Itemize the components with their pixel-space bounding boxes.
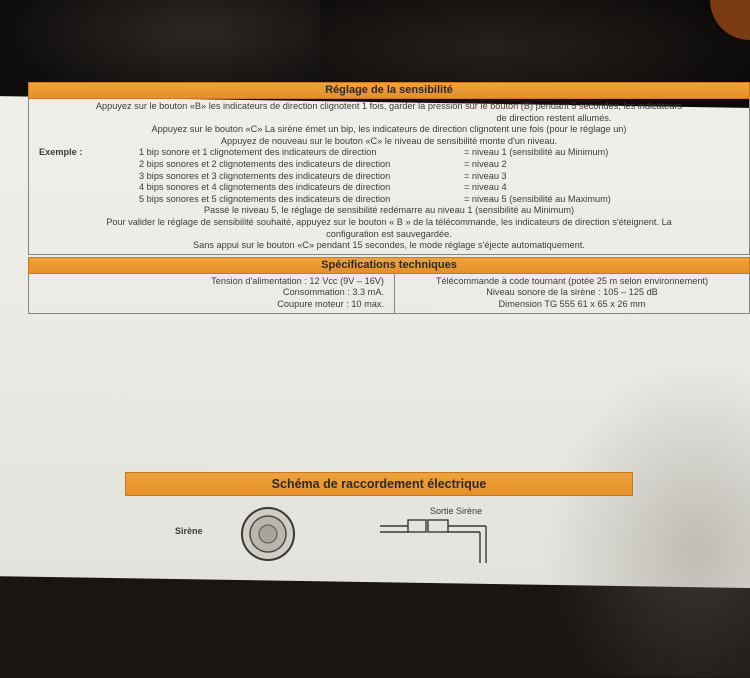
example-row (35, 147, 743, 159)
connector-icon (380, 520, 486, 563)
wiring-diagram (230, 500, 530, 563)
example-level: = niveau 1 (sensibilité au Minimum) (464, 147, 609, 158)
instruction-document (28, 82, 750, 314)
spec-motor-cut: Coupure moteur : 10 max. (277, 298, 384, 309)
spec-voltage: Tension d'alimentation : 12 Vcc (9V – 16V) (211, 275, 384, 286)
example-row (35, 171, 743, 183)
sirene-label: Sirène (175, 526, 203, 536)
example-row (35, 182, 743, 194)
spec-remote: Télécommande à code tournant (potée 25 m selon environnement) (435, 275, 709, 286)
example-label: Exemple : (39, 147, 83, 158)
example-desc: 4 bips sonores et 4 clignotements des indicateurs de direction (139, 182, 391, 193)
para-c-button: Appuyez sur le bouton «C» La sirène émet un bip, les indicateurs de direction clignotent une fois (pour le réglage un) (151, 124, 627, 135)
para-b-button: Appuyez sur le bouton «B» les indicateurs de direction clignotent 1 fois, garder la pression sur le bouton (B) pendant 5 secondes, les indicateurs (95, 101, 683, 111)
specs-left-column (29, 274, 395, 313)
sensibilite-body (28, 99, 750, 255)
spec-dimension: Dimension TG 555 61 x 65 x 26 mm (498, 298, 646, 309)
sortie-sirene-label: Sortie Sirène (430, 506, 483, 516)
example-desc: 3 bips sonores et 3 clignotements des indicateurs de direction (139, 170, 391, 181)
para-validate-cont: configuration est sauvegardée. (326, 228, 452, 239)
example-level: = niveau 5 (sensibilité au Maximum) (464, 193, 611, 204)
para-level-reset: Passé le niveau 5, le réglage de sensibilité redémarre au niveau 1 (sensibilité au Minimum) (203, 205, 575, 216)
example-desc: 2 bips sonores et 2 clignotements des indicateurs de direction (139, 158, 391, 169)
example-level: = niveau 3 (464, 170, 507, 181)
example-level: = niveau 4 (464, 182, 507, 193)
para-validate: Pour valider le réglage de sensibilité souhaité, appuyez sur le bouton « B » de la télécommande, les indicateurs de direction s'éteignent. La (106, 216, 672, 227)
schema-header: Schéma de raccordement électrique (125, 472, 633, 496)
example-row (35, 159, 743, 171)
specs-header: Spécifications techniques (28, 257, 750, 274)
paper-shadow (541, 355, 750, 678)
specs-right-column (395, 274, 749, 313)
siren-speaker-icon (242, 508, 294, 560)
para-b-button-cont: de direction restent allumés. (496, 112, 612, 123)
spec-consumption: Consommation : 3.3 mA. (282, 287, 384, 298)
example-level: = niveau 2 (464, 158, 507, 169)
para-c-again: Appuyez de nouveau sur le bouton «C» le niveau de sensibilité monte d'un niveau. (220, 135, 558, 146)
para-timeout: Sans appui sur le bouton «C» pendant 15 secondes, le mode réglage s'éjecte automatiquement. (193, 240, 585, 251)
spec-sound-level: Niveau sonore de la sirène : 105 – 125 dB (486, 287, 658, 298)
specs-table (28, 274, 750, 314)
example-row (35, 194, 743, 206)
example-desc: 1 bip sonore et 1 clignotement des indicateurs de direction (139, 147, 377, 158)
sensibilite-header: Réglage de la sensibilité (28, 82, 750, 99)
example-desc: 5 bips sonores et 5 clignotements des indicateurs de direction (139, 193, 391, 204)
